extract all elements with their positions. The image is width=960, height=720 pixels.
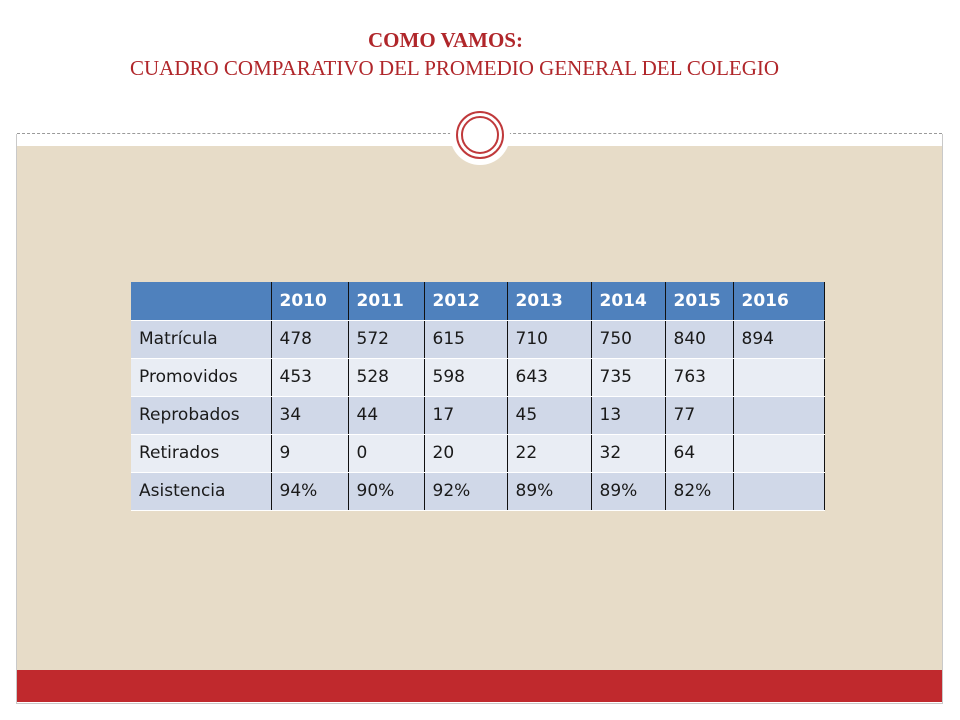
table-cell: 34 bbox=[271, 396, 348, 434]
table-cell: 82% bbox=[665, 472, 733, 510]
table-cell: 615 bbox=[424, 320, 507, 358]
table-cell: 44 bbox=[348, 396, 424, 434]
table-cell: 32 bbox=[591, 434, 665, 472]
table-cell: 894 bbox=[733, 320, 824, 358]
row-label: Retirados bbox=[131, 434, 271, 472]
header-cell-year: 2012 bbox=[424, 282, 507, 320]
table-cell bbox=[733, 434, 824, 472]
table-cell: 750 bbox=[591, 320, 665, 358]
table-cell: 572 bbox=[348, 320, 424, 358]
table-cell bbox=[733, 472, 824, 510]
table-cell: 20 bbox=[424, 434, 507, 472]
table-cell: 735 bbox=[591, 358, 665, 396]
table-cell: 13 bbox=[591, 396, 665, 434]
table-cell: 598 bbox=[424, 358, 507, 396]
table-cell: 840 bbox=[665, 320, 733, 358]
table-cell: 478 bbox=[271, 320, 348, 358]
slide-title: COMO VAMOS: bbox=[368, 28, 523, 52]
header-cell-year: 2016 bbox=[733, 282, 824, 320]
table-cell: 9 bbox=[271, 434, 348, 472]
row-label: Reprobados bbox=[131, 396, 271, 434]
table-row-matricula bbox=[131, 320, 824, 358]
header-cell-corner bbox=[131, 282, 271, 320]
table-row-retirados bbox=[131, 434, 824, 472]
table-row-reprobados bbox=[131, 396, 824, 434]
table-header-row bbox=[131, 282, 824, 320]
table-cell: 89% bbox=[507, 472, 591, 510]
circle-ring-inner bbox=[461, 116, 499, 154]
table-cell: 528 bbox=[348, 358, 424, 396]
table-cell: 453 bbox=[271, 358, 348, 396]
table-cell: 763 bbox=[665, 358, 733, 396]
row-label: Matrícula bbox=[131, 320, 271, 358]
table-cell: 17 bbox=[424, 396, 507, 434]
header-cell-year: 2013 bbox=[507, 282, 591, 320]
table-cell: 89% bbox=[591, 472, 665, 510]
footer-bar bbox=[17, 670, 942, 702]
table-cell: 0 bbox=[348, 434, 424, 472]
table-cell: 94% bbox=[271, 472, 348, 510]
table-cell: 90% bbox=[348, 472, 424, 510]
table-cell: 92% bbox=[424, 472, 507, 510]
header-cell-year: 2015 bbox=[665, 282, 733, 320]
table-cell: 710 bbox=[507, 320, 591, 358]
comparison-table bbox=[131, 282, 825, 511]
row-label: Promovidos bbox=[131, 358, 271, 396]
table-row-promovidos bbox=[131, 358, 824, 396]
table-cell bbox=[733, 358, 824, 396]
table-cell: 77 bbox=[665, 396, 733, 434]
table-cell: 64 bbox=[665, 434, 733, 472]
row-label: Asistencia bbox=[131, 472, 271, 510]
header-cell-year: 2011 bbox=[348, 282, 424, 320]
table-row-asistencia bbox=[131, 472, 824, 510]
table-cell: 45 bbox=[507, 396, 591, 434]
header-cell-year: 2014 bbox=[591, 282, 665, 320]
table-cell bbox=[733, 396, 824, 434]
table-cell: 643 bbox=[507, 358, 591, 396]
table-cell: 22 bbox=[507, 434, 591, 472]
header-cell-year: 2010 bbox=[271, 282, 348, 320]
slide-subtitle: CUADRO COMPARATIVO DEL PROMEDIO GENERAL DEL COLEGIO bbox=[130, 56, 780, 80]
